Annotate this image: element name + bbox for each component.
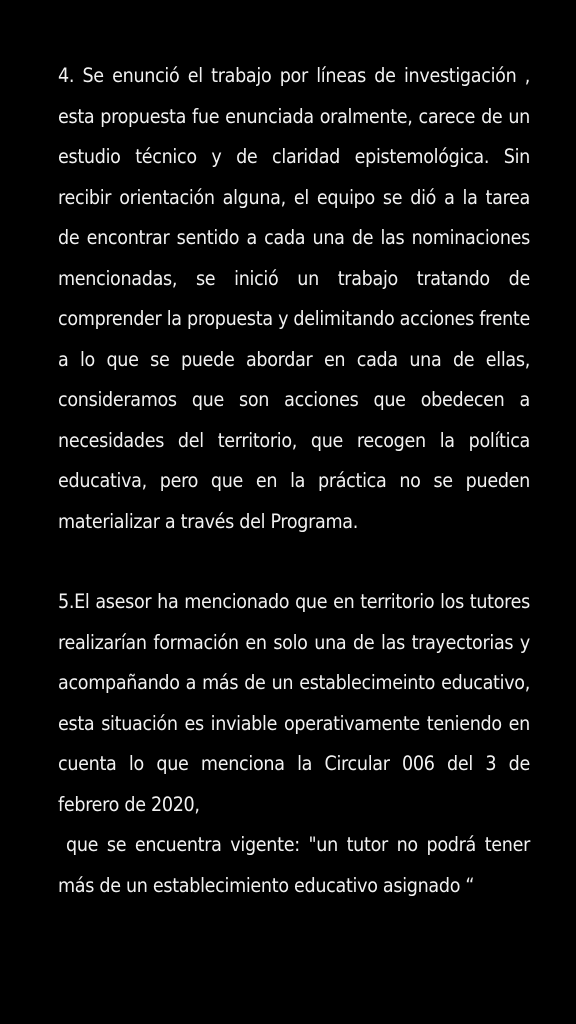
paragraph-quote: que se encuentra vigente: "un tutor no podrá tener más de un establecimiento educativo asignado “ <box>58 833 530 897</box>
paragraph-item-4: 4. Se enunció el trabajo por líneas de investigación , esta propuesta fue enunciada oralmente, carece de un estudio técnico y de claridad epistemológica. Sin recibir orientación alguna, el equipo se dió a la tarea de encontrar sentido a cada una de las nominaciones mencionadas, se inició un trabajo tratando de comprender la propuesta y delimitando acciones frente a lo que se puede abordar en cada una de ellas, consideramos que son acciones que obedecen a necesidades del territorio, que recogen la política educativa, pero que en la práctica no se pueden materializar a través del Programa. <box>58 64 530 533</box>
document-body <box>58 56 530 906</box>
paragraph-spacer <box>58 542 530 582</box>
paragraph-item-5: 5.El asesor ha mencionado que en territorio los tutores realizarían formación en solo una de las trayectorias y acompañando a más de un establecimeinto educativo, esta situación es inviable operativamente teniendo en cuenta lo que menciona la Circular 006 del 3 de febrero de 2020, <box>58 590 530 816</box>
